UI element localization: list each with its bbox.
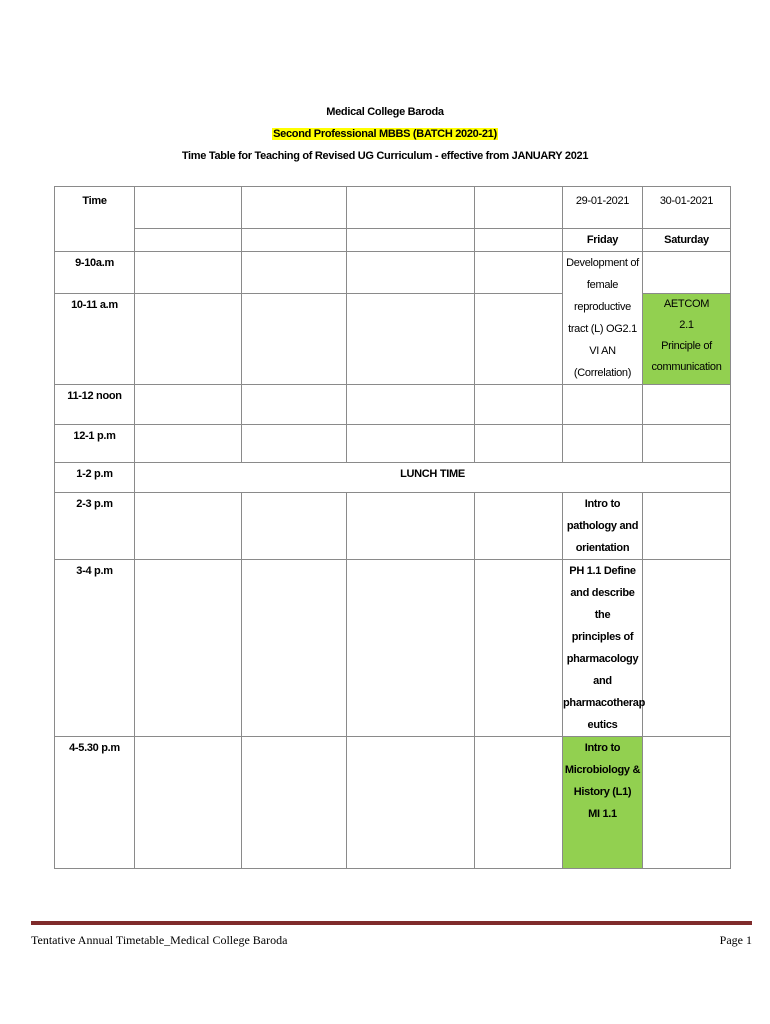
empty-cell bbox=[347, 385, 475, 425]
session-line: Development of bbox=[566, 257, 639, 269]
session-line: tract (L) OG2.1 bbox=[568, 323, 637, 335]
saturday-10-11-aetcom bbox=[643, 294, 731, 385]
session-line: orientation bbox=[575, 542, 630, 554]
batch-line-wrap bbox=[0, 125, 770, 147]
session-line: pharmacology bbox=[566, 653, 639, 665]
date-friday: 29-01-2021 bbox=[563, 187, 643, 229]
empty-cell bbox=[475, 560, 563, 737]
time-header: Time bbox=[55, 187, 135, 252]
empty-cell bbox=[242, 493, 347, 560]
empty-cell bbox=[643, 560, 731, 737]
empty-cell bbox=[475, 385, 563, 425]
empty-cell bbox=[135, 385, 242, 425]
friday-9-11-session bbox=[563, 252, 643, 385]
empty-cell bbox=[347, 425, 475, 463]
session-line: pharmacotherap bbox=[563, 697, 645, 709]
empty-cell bbox=[242, 187, 347, 229]
page-number: Page 1 bbox=[719, 933, 752, 947]
day-friday: Friday bbox=[563, 229, 643, 252]
day-saturday: Saturday bbox=[643, 229, 731, 252]
session-line: and bbox=[593, 675, 612, 687]
document-header bbox=[0, 103, 770, 169]
empty-cell bbox=[135, 737, 242, 869]
session-line: eutics bbox=[587, 719, 618, 731]
empty-cell bbox=[242, 252, 347, 294]
session-line: communication bbox=[651, 361, 722, 374]
empty-cell bbox=[643, 493, 731, 560]
empty-cell bbox=[347, 493, 475, 560]
empty-cell bbox=[563, 385, 643, 425]
empty-cell bbox=[135, 560, 242, 737]
slot-1-2: 1-2 p.m bbox=[55, 463, 135, 493]
slot-12-1: 12-1 p.m bbox=[55, 425, 135, 463]
empty-cell bbox=[242, 294, 347, 385]
empty-cell bbox=[135, 229, 242, 252]
empty-cell bbox=[242, 560, 347, 737]
empty-cell bbox=[475, 737, 563, 869]
empty-cell bbox=[643, 737, 731, 869]
friday-2-3-pathology bbox=[563, 493, 643, 560]
empty-cell bbox=[475, 294, 563, 385]
session-line: (Correlation) bbox=[573, 367, 632, 379]
slot-9-10: 9-10a.m bbox=[55, 252, 135, 294]
empty-cell bbox=[135, 252, 242, 294]
empty-cell bbox=[242, 737, 347, 869]
slot-10-11: 10-11 a.m bbox=[55, 294, 135, 385]
footer-title: Tentative Annual Timetable_Medical College Baroda bbox=[31, 933, 288, 947]
empty-cell bbox=[242, 385, 347, 425]
batch-title: Second Professional MBBS (BATCH 2020-21) bbox=[273, 128, 497, 140]
session-line: female bbox=[586, 279, 619, 291]
empty-cell bbox=[242, 425, 347, 463]
date-saturday: 30-01-2021 bbox=[643, 187, 731, 229]
friday-4-530-microbiology bbox=[563, 737, 643, 869]
timetable-subtitle: Time Table for Teaching of Revised UG Curriculum - effective from JANUARY 2021 bbox=[181, 150, 589, 162]
empty-cell bbox=[475, 187, 563, 229]
session-line: Principle of bbox=[661, 340, 712, 353]
session-line: PH 1.1 Define bbox=[569, 565, 636, 577]
empty-cell bbox=[347, 229, 475, 252]
empty-cell bbox=[242, 229, 347, 252]
empty-cell bbox=[643, 425, 731, 463]
timetable bbox=[54, 186, 731, 869]
empty-cell bbox=[563, 425, 643, 463]
lunch-time: LUNCH TIME bbox=[135, 463, 731, 493]
empty-cell bbox=[135, 425, 242, 463]
session-line: History (L1) bbox=[573, 786, 632, 798]
empty-cell bbox=[347, 294, 475, 385]
session-line: and describe the bbox=[570, 587, 635, 621]
empty-cell bbox=[643, 252, 731, 294]
friday-3-4-pharmacology bbox=[563, 560, 643, 737]
slot-3-4: 3-4 p.m bbox=[55, 560, 135, 737]
empty-cell bbox=[347, 252, 475, 294]
empty-cell bbox=[347, 187, 475, 229]
empty-cell bbox=[475, 425, 563, 463]
empty-cell bbox=[135, 187, 242, 229]
session-line: pathology and bbox=[566, 520, 639, 532]
session-line: 2.1 bbox=[679, 319, 694, 332]
slot-11-12: 11-12 noon bbox=[55, 385, 135, 425]
session-line: Intro to bbox=[584, 498, 621, 510]
session-line: AETCOM bbox=[663, 298, 710, 311]
empty-cell bbox=[475, 252, 563, 294]
empty-cell bbox=[475, 229, 563, 252]
slot-4-530: 4-5.30 p.m bbox=[55, 737, 135, 869]
empty-cell bbox=[475, 493, 563, 560]
session-line: reproductive bbox=[574, 301, 631, 313]
session-line: VI AN bbox=[589, 345, 616, 357]
empty-cell bbox=[347, 560, 475, 737]
college-title: Medical College Baroda bbox=[326, 106, 444, 118]
empty-cell bbox=[347, 737, 475, 869]
slot-2-3: 2-3 p.m bbox=[55, 493, 135, 560]
empty-cell bbox=[643, 385, 731, 425]
session-line: MI 1.1 bbox=[588, 808, 617, 820]
session-line: principles of bbox=[571, 631, 634, 643]
empty-cell bbox=[135, 493, 242, 560]
empty-cell bbox=[135, 294, 242, 385]
session-line: Microbiology & bbox=[564, 764, 641, 776]
footer-rule bbox=[31, 921, 752, 925]
session-line: Intro to bbox=[584, 742, 621, 754]
